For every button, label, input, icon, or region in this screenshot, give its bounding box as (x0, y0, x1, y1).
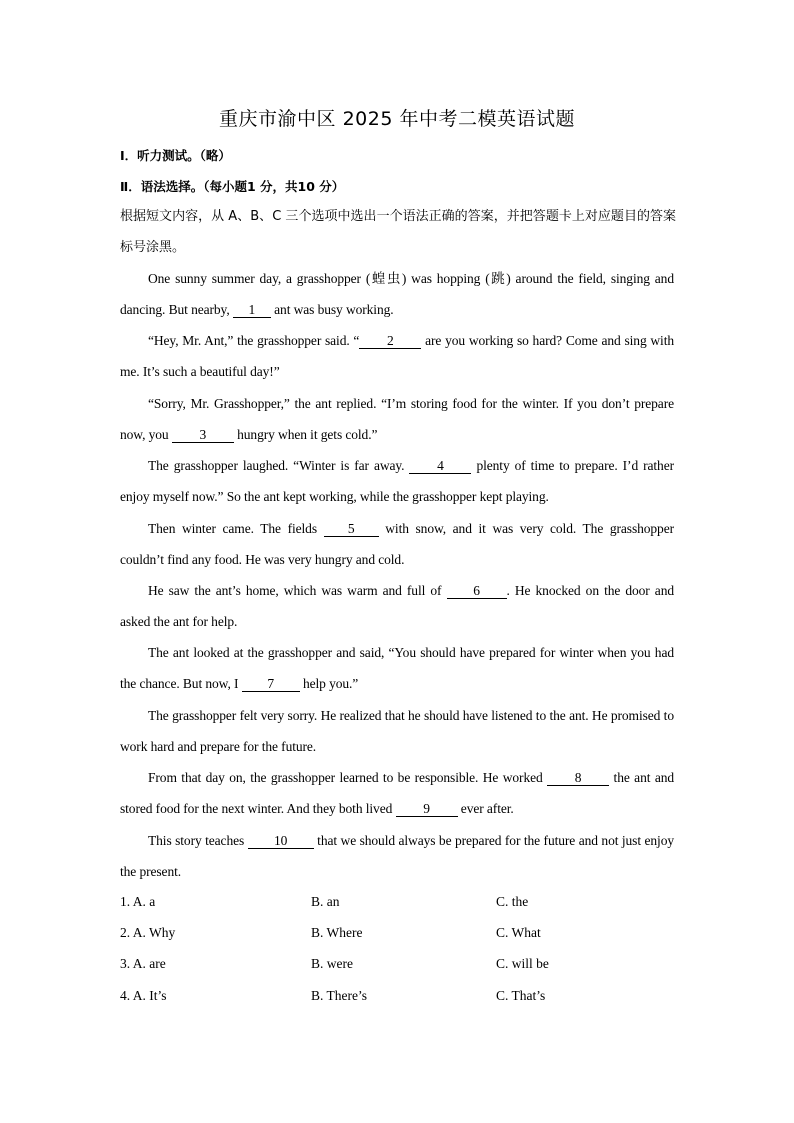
option-4c: C. That’s (496, 988, 546, 1003)
section-grammar-heading: Ⅱ．语法选择。（每小题1 分，共10 分） (120, 179, 345, 194)
blank-9: 9 (396, 801, 458, 817)
option-2c: C. What (496, 925, 541, 940)
blank-7: 7 (242, 676, 300, 692)
passage-paragraph-10: This story teaches 10 that we should always be prepared for the future and not just enjoy the present. (120, 833, 674, 880)
passage-paragraph-6: He saw the ant’s home, which was warm and full of 6 . He knocked on the door and asked the ant for help. (120, 583, 674, 630)
blank-5: 5 (324, 521, 379, 537)
blank-6: 6 (447, 583, 507, 599)
question-2-options (120, 925, 680, 945)
blank-1: 1 (233, 302, 271, 318)
passage-paragraph-9: From that day on, the grasshopper learned to be responsible. He worked 8 the ant and stored food for the next winter. And they both lived 9 ever after. (120, 770, 675, 817)
passage-paragraph-2: “Hey, Mr. Ant,” the grasshopper said. “ 2 are you working so hard? Come and sing with me. It’s such a beautiful day!” (120, 333, 674, 380)
blank-4: 4 (409, 458, 471, 474)
option-1a: 1. A. a (120, 894, 156, 909)
blank-10: 10 (248, 833, 314, 849)
option-2a: 2. A. Why (120, 925, 176, 940)
page-title: 重庆市渝中区 2025 年中考二模英语试题 (219, 108, 575, 130)
blank-3: 3 (172, 427, 234, 443)
question-1-options (120, 894, 680, 914)
option-3c: C. will be (496, 956, 549, 971)
passage-paragraph-5: Then winter came. The fields 5 with snow, and it was very cold. The grasshopper couldn’t find any food. He was very hungry and cold. (120, 521, 674, 568)
option-2b: B. Where (311, 925, 363, 940)
blank-2: 2 (359, 333, 421, 349)
question-4-options (120, 988, 680, 1008)
section-listening-heading: Ⅰ．听力测试。（略） (120, 148, 231, 163)
option-3a: 3. A. are (120, 956, 166, 971)
instruction-text: 根据短文内容，从 A、B、C 三个选项中选出一个语法正确的答案，并把答题卡上对应题目的答案标号涂黑。 (120, 209, 676, 255)
passage-paragraph-1: One sunny summer day, a grasshopper (蝗虫) was hopping (跳) around the field, singing and dancing. But nearby, 1 ant was busy working. (120, 271, 674, 318)
option-4a: 4. A. It’s (120, 988, 167, 1003)
option-1c: C. the (496, 894, 529, 909)
passage-paragraph-7: The ant looked at the grasshopper and said, “You should have prepared for winter when you had the chance. But now, I 7 help you.” (120, 645, 674, 692)
blank-8: 8 (547, 770, 609, 786)
passage-paragraph-4: The grasshopper laughed. “Winter is far away. 4 plenty of time to prepare. I’d rather enjoy myself now.” So the ant kept working, while the grasshopper kept playing. (120, 458, 674, 505)
option-3b: B. were (311, 956, 353, 971)
passage-paragraph-8: The grasshopper felt very sorry. He realized that he should have listened to the ant. He promised to work hard and prepare for the future. (120, 708, 674, 755)
option-1b: B. an (311, 894, 340, 909)
question-3-options (120, 956, 680, 976)
passage-paragraph-3: “Sorry, Mr. Grasshopper,” the ant replied. “I’m storing food for the winter. If you don’t prepare now, you 3 hungry when it gets cold.” (120, 396, 674, 443)
option-4b: B. There’s (311, 988, 367, 1003)
